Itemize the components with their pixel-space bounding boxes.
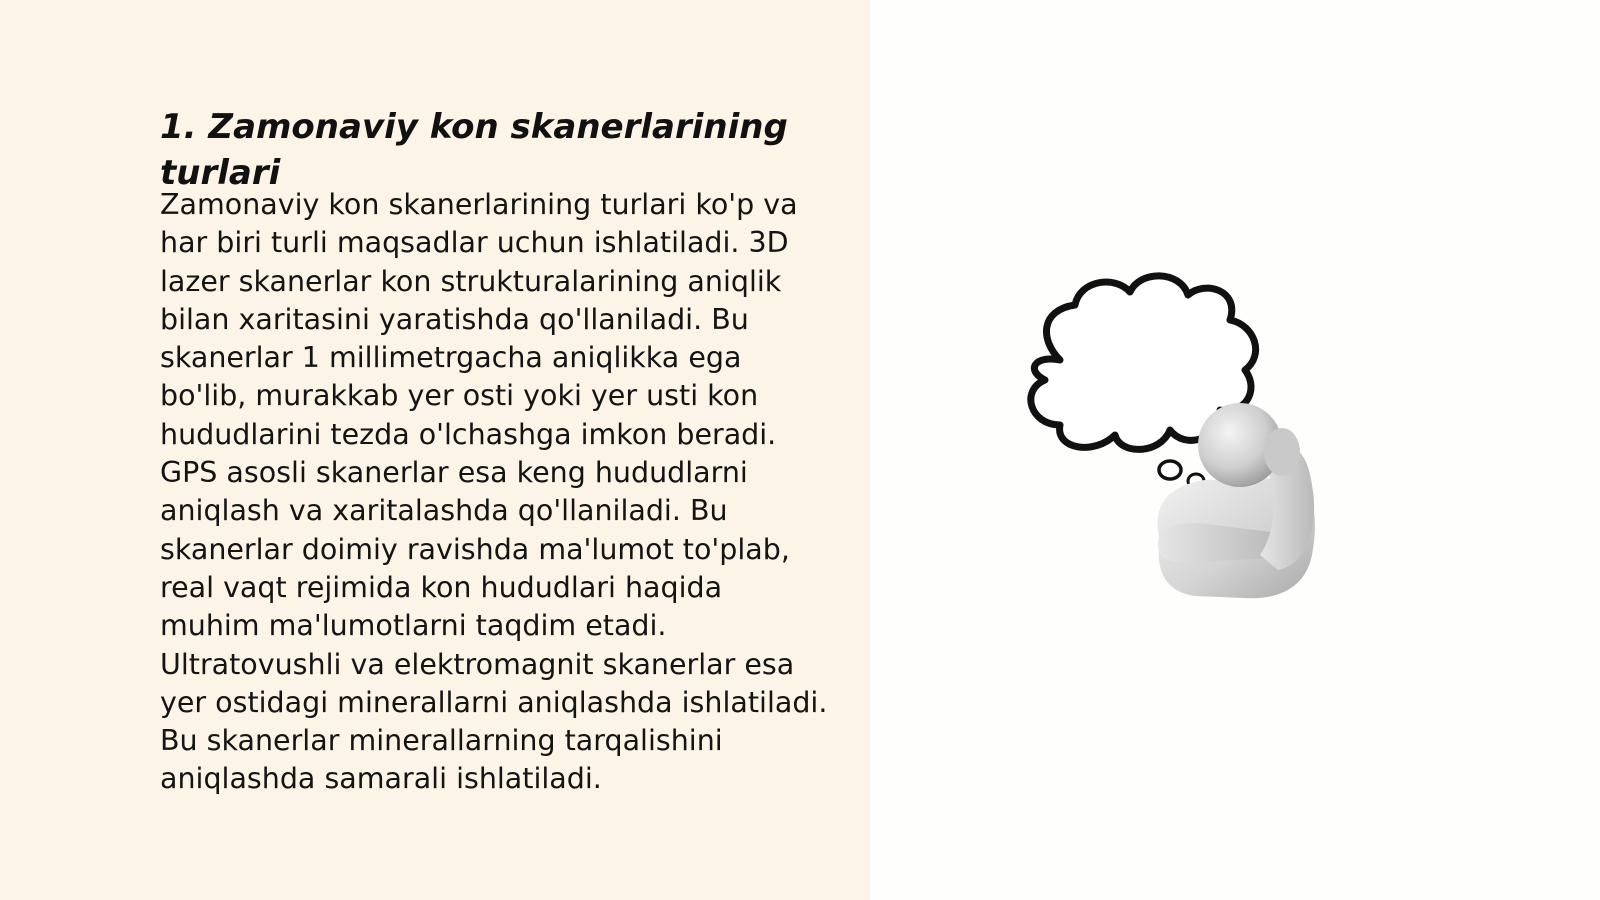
thinking-person-icon — [1020, 270, 1350, 620]
slide-title: 1. Zamonaviy kon skanerlarining turlari — [160, 107, 788, 193]
slide-body-text: Zamonaviy kon skanerlarining turlari ko'p va har biri turli maqsadlar uchun ishlatiladi. 3D lazer skanerlar kon strukturalarining aniqlik bilan xaritasini yaratishda qo'llaniladi. Bu skanerlar 1 millimetrgacha aniqlikka ega bo'lib, murakkab yer osti yoki yer usti kon hududlarini tezda o'lchashga imkon beradi. GPS asosli skanerlar esa keng hududlarni aniqlash va xaritalashda qo'llaniladi. Bu skanerlar doimiy ravishda ma'lumot to'plab, real vaqt rejimida kon hududlari haqida muhim ma'lumotlarni taqdim etadi. Ultratovushli va elektromagnit skanerlar esa yer ostidagi minerallarni aniqlashda ishlatiladi. Bu skanerlar minerallarning tarqalishini aniqlashda samarali ishlatiladi. — [160, 188, 828, 796]
